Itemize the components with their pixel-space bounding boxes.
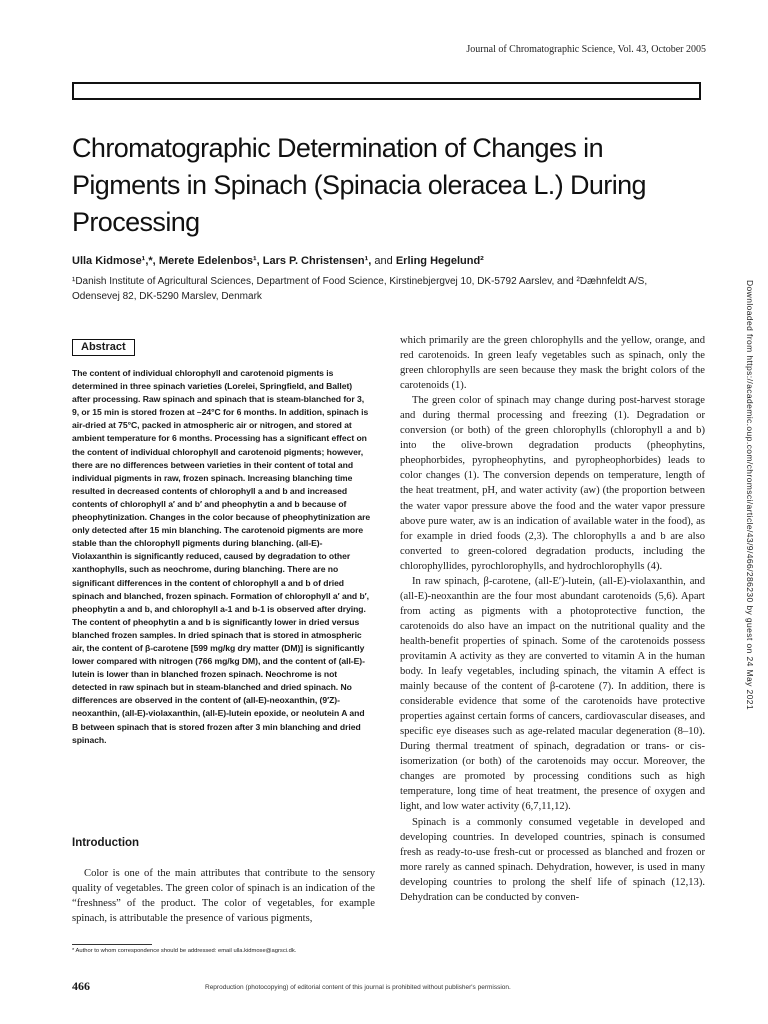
body-paragraph-3: In raw spinach, β-carotene, (all-E′)-lutein, (all-E)-violaxanthin, and (all-E)-neoxanthin are the four most abundant carotenoids (5,6). Apart from acting as pigments with a photoprotective function, the carotenoids do also have an impact on the nutritional quality and the health-benefit properties of spinach. Some of the carotenoids possess provitamin A activity as they are converted to vitamin A in the human body. In leafy vegetables, including spinach, the vitamin A effect is mainly because of the content of β-carotene (7). In addition, there is considerable evidence that some of the carotenoids have protective properties against certain forms of cancers, cardiovascular diseases, and specific eye diseases such as age-related macular degeneration (8–10). During thermal treatment of spinach, degradation or trans- or cis-isomerization (or both) of the carotenoids may occur. Moreover, the changes are promoted by processing conditions such as high temperature, long time of heat treatment, the presence of oxygen and light, and low water activity (6,7,11,12).: [400, 575, 705, 813]
header-rule-box: [72, 82, 701, 100]
introduction-paragraph: Color is one of the main attributes that contribute to the sensory quality of vegetables. The green color of spinach is an indication of the “freshness” of the product. The color of vegetables, for example spinach, is attributable the presence of various pigments,: [72, 868, 375, 924]
corresponding-author-footnote: * Author to whom correspondence should be addressed: email ulla.kidmose@agrsci.dk.: [72, 948, 297, 954]
reproduction-notice: Reproduction (photocopying) of editorial content of this journal is prohibited without publisher's permission.: [205, 984, 511, 991]
page-number: 466: [72, 979, 90, 993]
author-list: [72, 255, 712, 267]
author-conjunction: and: [374, 255, 393, 267]
body-paragraph-2: The green color of spinach may change during post-harvest storage and during thermal processing and freezing (1). Degradation or conversion (or both) of the green chlorophylls (chlorophyll a and b) into the olive-brown degradation products (pheophytins, pheophorbides, pyropheophytins, and pyropheophorbides) leads to color changes (1). The conversion depends on temperature, length of the heat treatment, pH, and water activity (aw) (the proportion between the water vapor pressure above the food and the water vapor pressure above pure water, aw is an indication of available water in the food), as for example in dried foods (2,3). The chlorophylls a and b are also converted to green-colored degradation products, including the chlorophyllides, pyrochlorophylls, and hydrochlorophylls (4).: [400, 395, 705, 572]
author-hegelund: Erling Hegelund²: [395, 255, 484, 267]
body-paragraph-1: which primarily are the green chlorophylls and the yellow, orange, and red carotenoids. In green leafy vegetables such as spinach, only the green chlorophylls are seen because they mask the bright colors of the carotenoids (1).: [400, 335, 705, 392]
download-watermark: Downloaded from https://academic.oup.com/chromsci/article/43/9/466/286230 by guest on 24 May 2021: [745, 280, 755, 711]
author-edelenbos: Merete Edelenbos¹,: [158, 255, 260, 267]
author-christensen: Lars P. Christensen¹,: [262, 255, 372, 267]
body-paragraph-4: Spinach is a commonly consumed vegetable in developed and developing countries. In developed countries, spinach is consumed fresh as ready-to-use fresh-cut or processed as blanched and frozen or more rarely as canned spinach. Dehydration, however, is used in many developing countries to prolong the shelf life of spinach (12,13). Dehydration can be conducted by conven-: [400, 816, 705, 903]
journal-citation: Journal of Chromatographic Science, Vol. 43, October 2005: [466, 44, 706, 55]
introduction-body: [72, 866, 375, 926]
author-kidmose: Ulla Kidmose¹,*,: [72, 255, 156, 267]
introduction-heading: Introduction: [72, 837, 140, 849]
abstract-heading: Abstract: [72, 339, 135, 356]
right-column-body: [400, 333, 705, 905]
article-title: Chromatographic Determination of Changes in Pigments in Spinach (Spinacia oleracea L.) During Processing: [72, 133, 646, 237]
abstract-body: The content of individual chlorophyll and carotenoid pigments is determined in three spinach varieties (Lorelei, Springfield, and Ballet) after processing. Raw spinach and spinach that is steam-blanched for 3, 9, or 15 min is stored frozen at –24°C for 6 months. In addition, spinach is air-dried at 75°C, packed in atmospheric air or nitrogen, and stored at ambient temperature for 6 months. Processing has a significant effect on the content of individual chlorophyll and carotenoid pigments; however, there are no differences between varieties in their content of total and individual pigments in raw, frozen spinach. Increasing blanching time resulted in decreased contents of chlorophyll a and b and increased contents of chlorophyll a′ and b′ and pheophytin a and b because of pheophytinization. Changes in the color because of pheophytinization are only detected after 15 min blanching. The carotenoid pigments are more stable than the chlorophyll pigments during blanching. (all-E)-Violaxanthin is significantly reduced, caused by degradation to other xanthophylls, such as neochrome, during blanching. There are no significant differences in the content of chlorophyll a and b of dried spinach and blanched, frozen spinach. Formation of chlorophyll a′ and b′, pheophytin a and b, and chlorophyll a-1 and b-1 is observed after drying. The content of pheophytin a and b is significantly lower in dried versus blanched frozen samples. In dried spinach that is stored in atmospheric air, the content of β-carotene [599 mg/kg dry matter (DM)] is significantly lower compared with nitrogen (766 mg/kg DM), and the content of (all-E)-lutein is lower than in blanched frozen spinach. Neochrome is not detected in raw spinach but in steam-blanched and dried spinach. No differences are observed in the content of (all-E)-neoxanthin, (9′Z)-neoxanthin, (all-E)-violaxanthin, (all-E)-lutein epoxide, or neolutein A and B between spinach that is stored frozen after 3 min blanching and dried spinach.: [72, 368, 371, 745]
affiliations: ¹Danish Institute of Agricultural Sciences, Department of Food Science, Kirstinebjergvej 10, DK-5792 Aarslev, and ²Dæhnfeldt A/S, Odensevej 82, DK-5290 Marslev, Denmark: [72, 276, 648, 302]
footnote-divider: [72, 944, 152, 945]
